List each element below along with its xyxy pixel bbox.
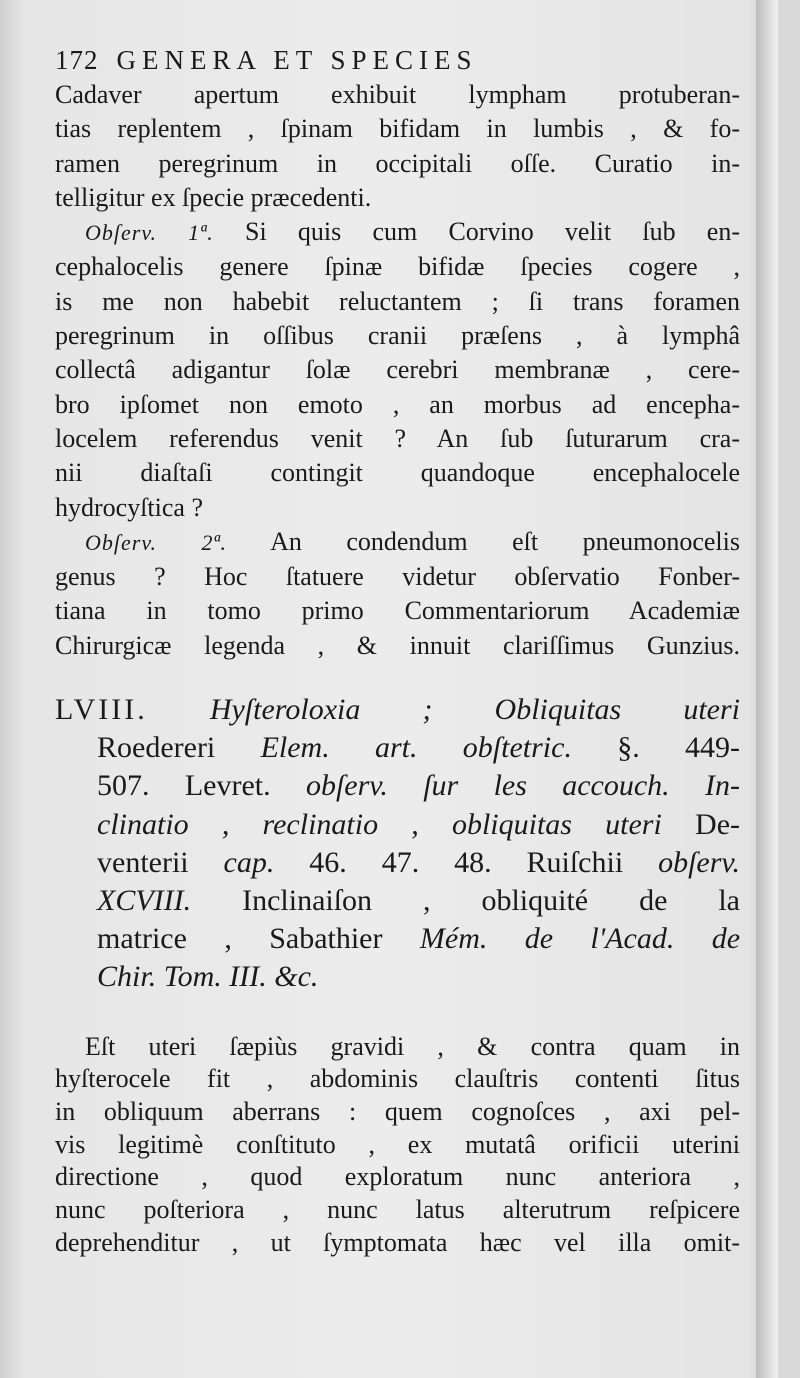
text-line: Chir. Tom. III. &c. xyxy=(97,960,319,994)
text-line: Obſerv. 1ª. Si quis cum Corvino velit ſub en- xyxy=(85,217,741,247)
text-line: XCVIII. Inclinaiſon , obliquité de la xyxy=(97,884,740,918)
observation-1 xyxy=(55,215,740,525)
entry-lviii xyxy=(55,691,740,997)
paragraph-2 xyxy=(55,1031,740,1260)
entry-numeral: LVIII. xyxy=(55,693,148,727)
text-line: hydrocyſtica ? xyxy=(55,492,203,522)
observation-label: Obſerv. 2ª. xyxy=(85,529,228,555)
observation-label: Obſerv. 1ª. xyxy=(85,220,214,246)
text-line: venterii cap. 46. 47. 48. Ruiſchii obſerv. xyxy=(97,845,740,879)
text-line: tiana in tomo primo Commentariorum Academiæ xyxy=(55,596,740,626)
text-line: Obſerv. 2ª. An condendum eſt pneumonocelis xyxy=(85,526,740,556)
text-line: clinatio , reclinatio , obliquitas uteri De- xyxy=(97,807,741,841)
text-line: peregrinum in oſſibus cranii præſens , à lymphâ xyxy=(55,321,740,351)
text-line: directione , quod exploratum nunc anteriora , xyxy=(55,1162,740,1192)
running-title: GENERA ET SPECIES xyxy=(116,45,478,75)
text-line: bro ipſomet non emoto , an morbus ad encepha- xyxy=(55,389,740,419)
text-line: 507. Levret. obſerv. ſur les accouch. In- xyxy=(97,769,740,803)
text-line: hyſterocele fit , abdominis clauſtris contenti ſitus xyxy=(55,1064,740,1094)
text-line: ramen peregrinum in occipitali oſſe. Curatio in- xyxy=(55,148,740,178)
text-line: collectâ adigantur ſolæ cerebri membranæ , cere- xyxy=(55,355,740,385)
text-line: Chirurgicæ legenda , & innuit clariſſimus Gunzius. xyxy=(55,630,740,660)
text-line: Cadaver apertum exhibuit lympham protuberan- xyxy=(55,80,740,109)
entry-heading-line: LVIII. Hyſteroloxia ; Obliquitas uteri xyxy=(55,693,740,727)
paragraph-1 xyxy=(55,78,740,215)
running-header xyxy=(55,42,740,78)
page-number: 172 xyxy=(55,45,99,75)
text-line: is me non habebit reluctantem ; ſi trans foramen xyxy=(55,286,740,316)
text-line: matrice , Sabathier Mém. de l'Acad. de xyxy=(97,922,741,956)
text-line: nii diaſtaſi contingit quandoque encephalocele xyxy=(55,458,740,488)
text-line: in obliquum aberrans : quem cognoſces , axi pel- xyxy=(55,1097,740,1127)
page-text xyxy=(55,42,740,1260)
text-line: Roedereri Elem. art. obſtetric. §. 449- xyxy=(97,731,741,765)
page-gutter xyxy=(756,0,778,1378)
text-line: genus ? Hoc ſtatuere videtur obſervatio Fonber- xyxy=(55,562,740,592)
text-line: deprehenditur , ut ſymptomata hæc vel illa omit- xyxy=(55,1227,740,1257)
text-line: Eſt uteri ſæpiùs gravidi , & contra quam in xyxy=(85,1031,740,1061)
text-line: vis legitimè conſtituto , ex mutatâ orificii uterini xyxy=(55,1129,740,1159)
text-line: telligitur ex ſpecie præcedenti. xyxy=(55,182,372,212)
observation-2 xyxy=(55,525,740,663)
text-line: locelem referendus venit ? An ſub ſuturarum cra- xyxy=(55,423,740,453)
text-line: tias replentem , ſpinam bifidam in lumbis , & fo- xyxy=(55,114,740,144)
text-line: cephalocelis genere ſpinæ bifidæ ſpecies cogere , xyxy=(55,252,740,282)
text-line: nunc poſteriora , nunc latus alterutrum reſpicere xyxy=(55,1195,740,1225)
